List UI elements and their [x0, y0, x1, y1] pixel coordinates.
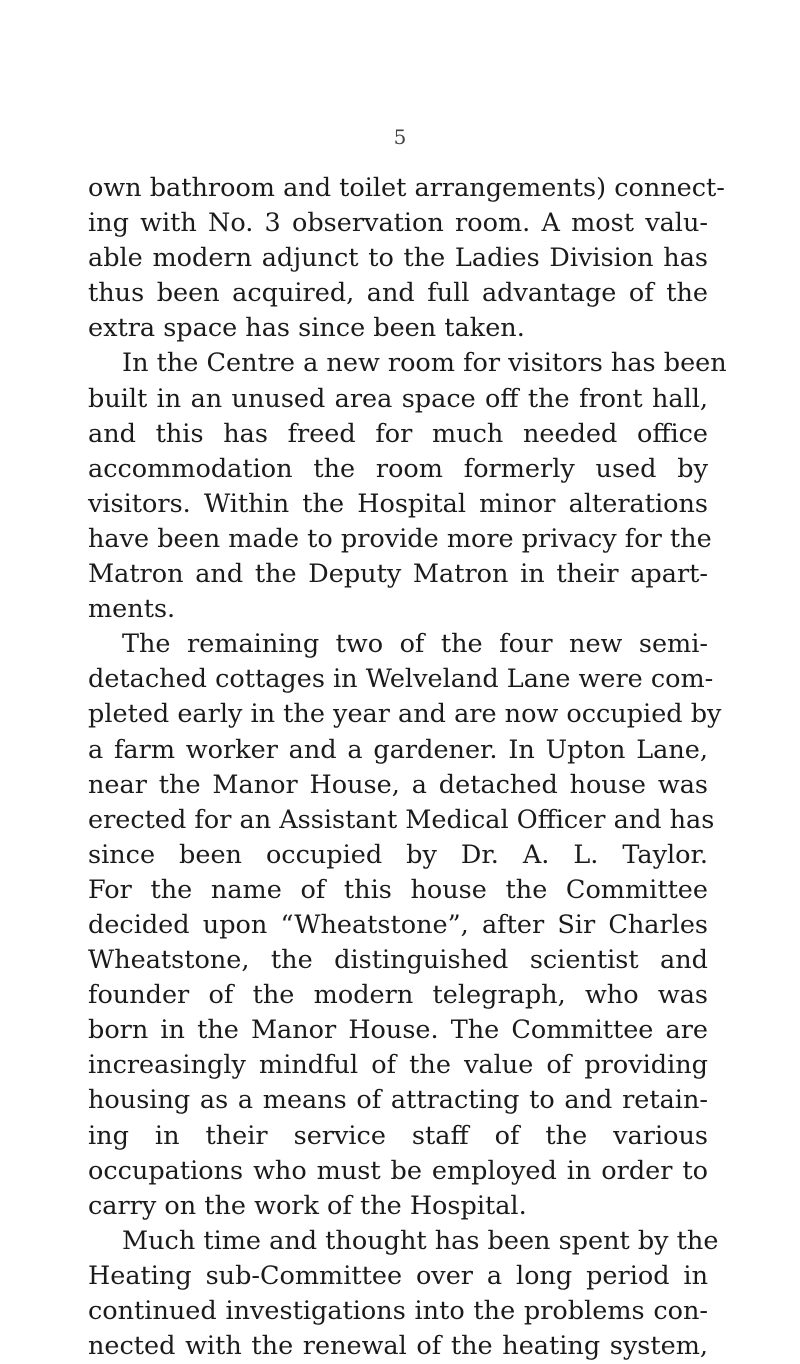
- text-line: increasingly mindful of the value of providing: [88, 1050, 708, 1081]
- text-line: born in the Manor House. The Committee are: [88, 1015, 708, 1046]
- text-line: Much time and thought has been spent by the: [122, 1225, 719, 1256]
- text-line: erected for an Assistant Medical Officer and has: [88, 804, 715, 835]
- text-line: ing with No. 3 observation room. A most valu-: [88, 208, 708, 239]
- text-line: and this has freed for much needed office: [88, 418, 708, 449]
- text-line: accommodation the room formerly used by: [88, 453, 708, 484]
- text-line: nected with the renewal of the heating system,: [88, 1331, 708, 1362]
- text-line: pleted early in the year and are now occupied by: [88, 699, 722, 730]
- text-line: visitors. Within the Hospital minor alterations: [88, 488, 708, 519]
- text-line: The remaining two of the four new semi-: [122, 629, 708, 660]
- text-line: decided upon “Wheatstone”, after Sir Charles: [88, 909, 708, 940]
- text-line: housing as a means of attracting to and retain-: [88, 1085, 708, 1116]
- text-line: near the Manor House, a detached house was: [88, 769, 708, 800]
- text-line: For the name of this house the Committee: [88, 874, 708, 905]
- paragraph: [88, 1224, 719, 1364]
- text-line: carry on the work of the Hospital.: [88, 1190, 527, 1221]
- paragraph: [88, 627, 722, 1224]
- text-line: continued investigations into the problems con-: [88, 1296, 708, 1326]
- text-line: Wheatstone, the distinguished scientist and: [88, 945, 708, 976]
- paragraph: [88, 171, 725, 346]
- paragraph: [88, 346, 727, 627]
- page-number: 5: [393, 125, 407, 149]
- text-line: built in an unused area space off the front hall,: [88, 383, 708, 414]
- text-line: In the Centre a new room for visitors has been: [122, 348, 727, 379]
- text-line: own bathroom and toilet arrangements) connect-: [88, 173, 725, 203]
- text-line: founder of the modern telegraph, who was: [88, 980, 708, 1011]
- text-line: extra space has since been taken.: [88, 313, 525, 344]
- text-line: occupations who must be employed in order to: [88, 1155, 708, 1186]
- text-line: a farm worker and a gardener. In Upton Lane,: [88, 734, 708, 765]
- body-text: [88, 171, 727, 1364]
- text-line: thus been acquired, and full advantage of the: [88, 278, 708, 309]
- text-line: ments.: [88, 594, 176, 625]
- text-line: ing in their service staff of the various: [88, 1120, 708, 1151]
- text-line: detached cottages in Welveland Lane were com-: [88, 664, 714, 695]
- text-line: Heating sub-Committee over a long period in: [88, 1260, 708, 1291]
- text-line: Matron and the Deputy Matron in their apart-: [88, 559, 708, 590]
- text-line: have been made to provide more privacy for the: [88, 523, 712, 554]
- text-line: able modern adjunct to the Ladies Division has: [88, 243, 708, 274]
- text-line: since been occupied by Dr. A. L. Taylor.: [88, 839, 708, 870]
